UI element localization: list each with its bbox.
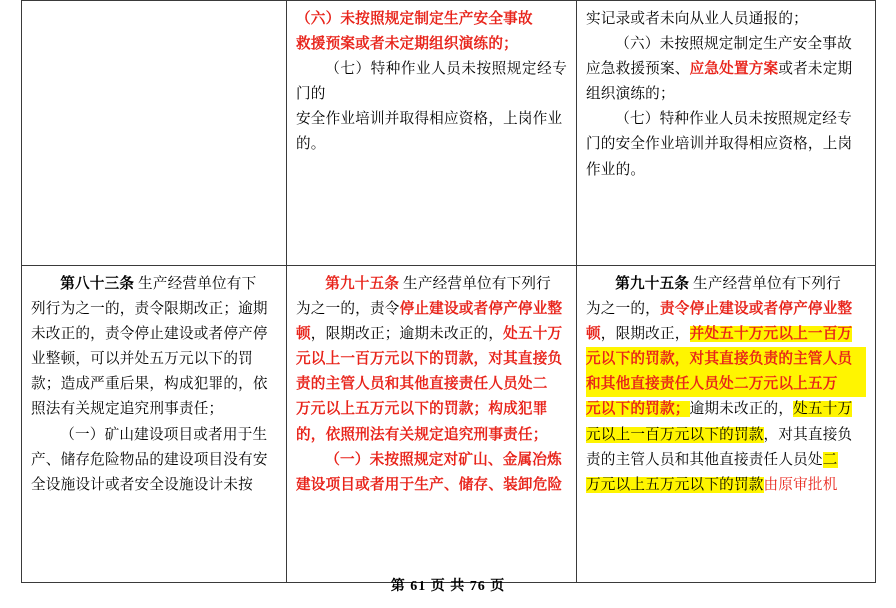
article-number: 第九十五条: [325, 276, 400, 292]
article-text: 生产经营单位有下列行: [399, 276, 551, 292]
paragraph: 为之一的，责令停止建设或者停产停业整: [586, 301, 853, 318]
table-cell-middle-row2: [287, 266, 577, 583]
emphasis-red: 顿: [586, 326, 601, 343]
paragraph: （一）矿山建设项目或者用于生: [60, 426, 268, 443]
paragraph: 产、储存危险物品的建设项目没有安: [31, 451, 268, 468]
table-cell-right-row2: [577, 266, 876, 583]
paragraph: 实记录或者未向从业人员通报的；: [586, 11, 808, 27]
table-cell-middle-row1: [287, 1, 577, 266]
paragraph: 组织演练的；: [586, 86, 675, 103]
paragraph: 应急救援预案、应急处置方案或者未定期: [586, 61, 853, 78]
emphasis-red: 由原审批机: [763, 476, 838, 493]
comparison-table: [21, 0, 876, 583]
highlight-red: 并处五十万元以上一百万: [689, 326, 853, 343]
paragraph: 责的主管人员和其他直接责任人员处二: [296, 376, 548, 393]
paragraph: [296, 272, 567, 297]
paragraph: 安全作业培训并取得相应资格，上岗作业: [296, 111, 563, 128]
highlight-red: 元以下的罚款；: [586, 401, 690, 418]
paragraph: 元以上一百万元以下的罚款，对其直接负: [586, 426, 853, 443]
paragraph: [31, 272, 277, 297]
paragraph: 照法有关规定追究刑事责任；: [31, 401, 224, 418]
emphasis-red: 应急处置方案: [689, 61, 779, 78]
paragraph: 为之一的，责令停止建设或者停产停业整: [296, 301, 563, 318]
highlight: 处五十万: [793, 401, 853, 418]
paragraph: 全设施设计或者安全设施设计未按: [31, 476, 253, 493]
paragraph: 元以上一百万元以下的罚款，对其直接负: [296, 351, 563, 368]
page-footer: 第 61 页 共 76 页: [390, 579, 506, 594]
paragraph: （六）未按照规定制定生产安全事故: [615, 36, 852, 53]
paragraph: （六）未按照规定制定生产安全事故: [296, 11, 533, 27]
paragraph: 款；造成严重后果，构成犯罪的，依: [31, 376, 268, 393]
table-row: [22, 266, 876, 583]
paragraph: 的，依照刑法有关规定追究刑事责任；: [296, 426, 548, 443]
paragraph: 责的主管人员和其他直接责任人员处二: [586, 451, 838, 468]
paragraph: 救援预案或者未定期组织演练的；: [296, 36, 518, 53]
table-row: [22, 1, 876, 266]
paragraph: [586, 473, 866, 498]
paragraph: 顿，限期改正，并处五十万元以上一百万: [586, 326, 853, 343]
paragraph: [586, 272, 866, 297]
table-cell-left-row2: [22, 266, 287, 583]
paragraph: 的。: [296, 136, 326, 153]
paragraph: （一）未按照规定对矿山、金属冶炼: [325, 451, 562, 468]
paragraph: 元以下的罚款，对其直接负责的主管人员: [586, 347, 866, 372]
paragraph: 和其他直接责任人员处二万元以上五万: [586, 372, 866, 397]
table-cell-right-row1: [577, 1, 876, 266]
paragraph: 顿，限期改正；逾期未改正的，处五十万: [296, 326, 563, 343]
emphasis-red: 停止建设或者停产停业整: [399, 301, 563, 318]
table-cell-left-row1: [22, 1, 287, 266]
highlight: 万元以上五万元以下的罚款: [586, 476, 764, 493]
paragraph: 列行为之一的，责令限期改正；逾期: [31, 301, 268, 318]
article-text: 生产经营单位有下列行: [689, 276, 841, 292]
paragraph: 建设项目或者用于生产、储存、装卸危险: [296, 476, 563, 493]
emphasis-red: 顿: [296, 326, 311, 343]
paragraph: 门的安全作业培训并取得相应资格，上岗: [586, 136, 853, 153]
paragraph: 元以下的罚款；逾期未改正的，处五十万: [586, 401, 853, 418]
highlight: 元以上一百万元以下的罚款: [586, 426, 764, 443]
paragraph: （七）特种作业人员未按照规定经专: [615, 111, 852, 128]
paragraph: 作业的。: [586, 161, 646, 178]
paragraph: 未改正的，责令停止建设或者停产停: [31, 326, 268, 343]
paragraph: 业整顿，可以并处五万元以下的罚: [31, 351, 253, 368]
article-number: 第九十五条: [615, 276, 690, 292]
article-text: 生产经营单位有下: [134, 276, 257, 292]
highlight: 二: [822, 451, 838, 468]
paragraph: （七）特种作业人员未按照规定经专门的: [296, 61, 567, 103]
article-number: 第八十三条: [60, 276, 135, 292]
emphasis-red: 责令停止建设或者停产停业整: [659, 301, 853, 318]
paragraph: 万元以上五万元以下的罚款；构成犯罪: [296, 401, 548, 418]
emphasis-red: 处五十万: [503, 326, 563, 343]
